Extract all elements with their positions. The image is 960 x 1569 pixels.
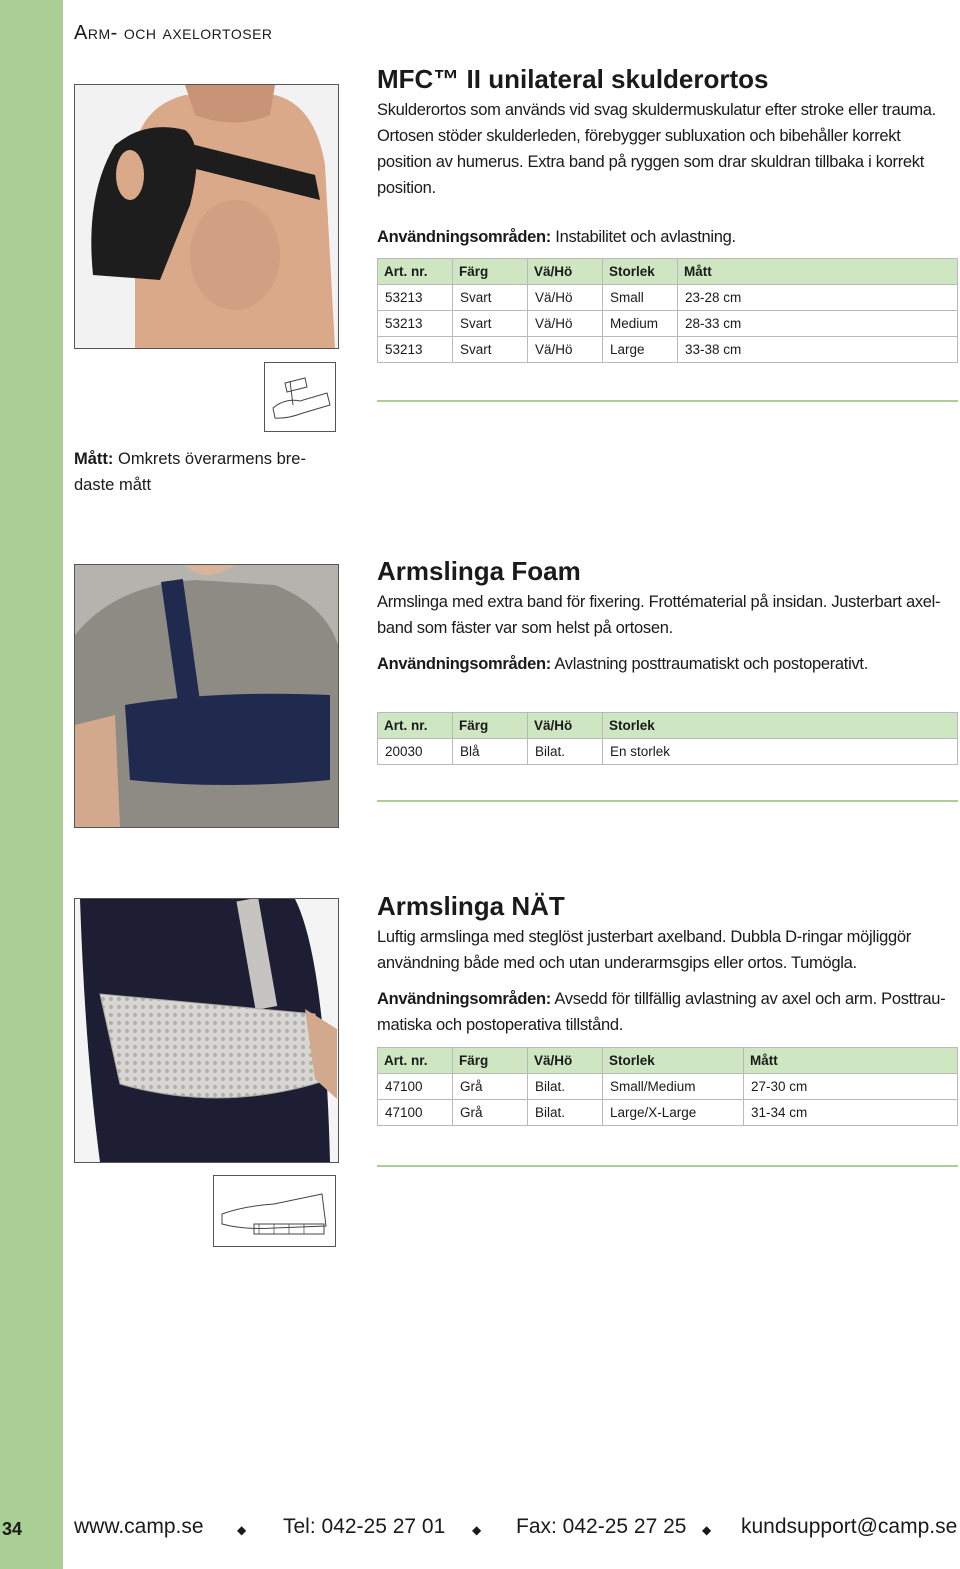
table-cell: Bilat. bbox=[528, 739, 603, 765]
green-sidebar bbox=[0, 0, 63, 1569]
separator-icon: ◆ bbox=[702, 1523, 712, 1537]
table-header-row bbox=[378, 259, 958, 285]
usage-text: Instabilitet och avlastning. bbox=[555, 228, 736, 246]
product-title: Armslinga Foam bbox=[377, 556, 581, 586]
page-number: 34 bbox=[2, 1519, 23, 1539]
product-description: Armslinga med extra band för fixering. Frottématerial på insidan. Justerbart axel-band som fäster var som helst på ortosen. bbox=[377, 593, 941, 637]
table-cell: Svart bbox=[453, 337, 528, 363]
product-title: Armslinga NÄT bbox=[377, 891, 565, 921]
table-header: Vä/Hö bbox=[528, 259, 603, 285]
measure-note bbox=[74, 446, 324, 498]
table-cell: Vä/Hö bbox=[528, 285, 603, 311]
separator-icon: ◆ bbox=[237, 1523, 247, 1537]
section-divider bbox=[377, 800, 958, 802]
product-description: Skulderortos som används vid svag skuldermuskulatur efter stroke eller trauma. Ortosen stöder skulderleden, förebygger subluxation och bibehåller korrekt position av humerus. Extra band på ryggen som drar skuldran tillbaka i korrekt position. bbox=[377, 101, 936, 197]
measure-text: Omkrets överarmens bre-daste mått bbox=[74, 450, 306, 494]
table-header: Art. nr. bbox=[378, 1048, 453, 1074]
table-row bbox=[378, 285, 958, 311]
table-cell: 23-28 cm bbox=[678, 285, 958, 311]
table-cell: Large/X-Large bbox=[603, 1100, 744, 1126]
table-header: Art. nr. bbox=[378, 713, 453, 739]
table-cell: 31-34 cm bbox=[744, 1100, 958, 1126]
table-header: Färg bbox=[453, 259, 528, 285]
table-cell: Bilat. bbox=[528, 1074, 603, 1100]
armsling-net-photo bbox=[74, 898, 339, 1163]
usage-label: Användningsområden: bbox=[377, 990, 551, 1008]
table-header: Vä/Hö bbox=[528, 713, 603, 739]
table-cell: En storlek bbox=[603, 739, 958, 765]
table-cell: Medium bbox=[603, 311, 678, 337]
phone-number: Tel: 042-25 27 01 bbox=[283, 1515, 446, 1538]
usage-text: Avlastning posttraumatiskt och postoperativt. bbox=[554, 655, 868, 673]
table-header-row bbox=[378, 713, 958, 739]
shoulder-orthosis-photo bbox=[74, 84, 339, 349]
table-cell: 28-33 cm bbox=[678, 311, 958, 337]
table-cell: 53213 bbox=[378, 285, 453, 311]
table-header: Art. nr. bbox=[378, 259, 453, 285]
table-cell: Small/Medium bbox=[603, 1074, 744, 1100]
table-row bbox=[378, 739, 958, 765]
table-header: Mått bbox=[744, 1048, 958, 1074]
fax-number: Fax: 042-25 27 25 bbox=[516, 1515, 687, 1538]
forearm-measure-illustration bbox=[213, 1175, 336, 1247]
product-description: Luftig armslinga med steglöst justerbart axelband. Dubbla D-ringar möjliggör användning både med och utan underarmsgips eller ortos. Tumögla. bbox=[377, 928, 911, 972]
spec-table bbox=[377, 1047, 958, 1126]
table-header: Färg bbox=[453, 1048, 528, 1074]
table-header: Färg bbox=[453, 713, 528, 739]
table-cell: Vä/Hö bbox=[528, 337, 603, 363]
table-cell: 47100 bbox=[378, 1100, 453, 1126]
table-cell: 53213 bbox=[378, 311, 453, 337]
table-cell: Svart bbox=[453, 311, 528, 337]
table-cell: 33-38 cm bbox=[678, 337, 958, 363]
armsling-foam-photo bbox=[74, 564, 339, 828]
usage-text: Avsedd för tillfällig avlastning av axel och arm. Posttrau-matiska och postoperativa tillstånd. bbox=[377, 990, 946, 1034]
table-header: Vä/Hö bbox=[528, 1048, 603, 1074]
table-cell: Svart bbox=[453, 285, 528, 311]
website-link[interactable]: www.camp.se bbox=[74, 1515, 204, 1538]
table-cell: 20030 bbox=[378, 739, 453, 765]
usage-line bbox=[377, 651, 957, 677]
spec-table bbox=[377, 258, 958, 363]
table-header: Storlek bbox=[603, 1048, 744, 1074]
table-cell: Large bbox=[603, 337, 678, 363]
section-title: Arm- och axelortoser bbox=[74, 22, 273, 44]
table-cell: 27-30 cm bbox=[744, 1074, 958, 1100]
usage-label: Användningsområden: bbox=[377, 655, 551, 673]
table-cell: 53213 bbox=[378, 337, 453, 363]
table-header-row bbox=[378, 1048, 958, 1074]
usage-label: Användningsområden: bbox=[377, 228, 551, 246]
table-cell: Bilat. bbox=[528, 1100, 603, 1126]
table-header: Mått bbox=[678, 259, 958, 285]
spec-table bbox=[377, 712, 958, 765]
email-link[interactable]: kundsupport@camp.se bbox=[741, 1515, 958, 1538]
table-row bbox=[378, 1100, 958, 1126]
table-row bbox=[378, 337, 958, 363]
section-divider bbox=[377, 1165, 958, 1167]
upper-arm-measure-illustration bbox=[264, 362, 336, 432]
table-cell: Small bbox=[603, 285, 678, 311]
table-cell: Grå bbox=[453, 1100, 528, 1126]
table-cell: Grå bbox=[453, 1074, 528, 1100]
table-row bbox=[378, 311, 958, 337]
table-row bbox=[378, 1074, 958, 1100]
section-divider bbox=[377, 400, 958, 402]
usage-line bbox=[377, 224, 957, 250]
usage-line bbox=[377, 986, 957, 1038]
measure-label: Mått: bbox=[74, 450, 114, 468]
table-header: Storlek bbox=[603, 259, 678, 285]
product-title: MFC™ II unilateral skulderortos bbox=[377, 64, 769, 94]
separator-icon: ◆ bbox=[472, 1523, 482, 1537]
table-cell: 47100 bbox=[378, 1074, 453, 1100]
table-cell: Blå bbox=[453, 739, 528, 765]
table-header: Storlek bbox=[603, 713, 958, 739]
table-cell: Vä/Hö bbox=[528, 311, 603, 337]
